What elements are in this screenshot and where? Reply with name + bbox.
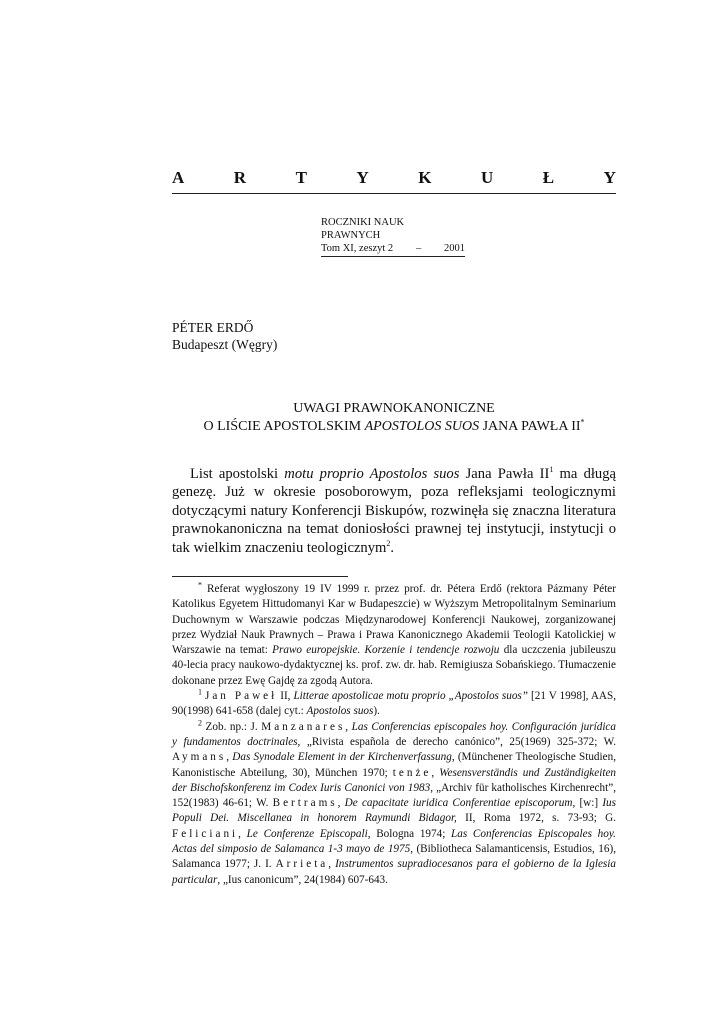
author-block — [172, 319, 277, 353]
journal-volume-line — [321, 242, 465, 257]
footnote-italic: Apostolos suos — [306, 705, 374, 718]
footnote-italic: Litterae apostolicae motu proprio „Apostolos suos” — [293, 690, 529, 703]
heading-letter: A — [172, 168, 185, 187]
footnote-mark: * — [198, 580, 202, 590]
footnote-1 — [172, 689, 616, 720]
footnote-italic: Wesensverständis und Zuständigkeiten der Bischofskonferenz im Codex Iuris Canonici von 1983 — [172, 766, 616, 794]
footnote-mark: 1 — [198, 687, 202, 697]
footnote-spaced-name: Aymans — [172, 751, 227, 764]
footnotes — [172, 582, 616, 888]
footnote-spaced-name: Arrieta — [275, 858, 329, 871]
footnote-text: , — [337, 797, 345, 810]
footnote-mark: 2 — [198, 717, 202, 727]
title-line-1: UWAGI PRAWNOKANONICZNE — [293, 401, 495, 416]
footnote-italic: Ius Populi Dei. Miscellanea in honorem Raymundi Bidagor, — [172, 797, 617, 825]
heading-letter: Y — [356, 168, 369, 187]
journal-dash: – — [415, 243, 422, 254]
footnote-text: ). — [373, 705, 380, 718]
body-text: . — [390, 539, 395, 556]
section-heading — [172, 168, 616, 188]
heading-letter: U — [481, 168, 494, 187]
footnote-text: , [w:] — [572, 797, 603, 810]
title-line-2 — [172, 418, 616, 436]
heading-letter: R — [233, 168, 247, 187]
footnote-text: , — [328, 858, 336, 871]
footnote-text: , Bologna 1974; — [367, 827, 452, 840]
footnote-text: , — [431, 766, 440, 779]
footnote-text: Referat wygłoszony 19 IV 1999 r. przez prof. dr. Pétera Erdő (rektora Pázmany Péter Katolikus Egyetem Hittudomanyi Kar w Budapeszcie) w Wyższym Metropolitalnym Seminarium Duchownym w Warszawie podczas Międzynarodowej Konferencji Naukowej, zorganizowanej przez Wydział Nauk Prawnych – Prawa i Prawa Kanonicznego Akademii Teologii Katolickiej w Warszawie na temat: — [172, 583, 616, 657]
footnote-spaced-name: Feliciani — [172, 827, 239, 840]
heading-letter: Ł — [542, 168, 555, 187]
footnote-text: [21 V 1998], AAS, 90(1998) 641-658 (dalej cyt.: — [172, 690, 616, 718]
journal-volume: Tom XI, zeszyt 2 — [321, 243, 394, 254]
footnote-italic: Las Conferencias Episcopales hoy. Actas del simposio de Salamanca 1-3 mayo de 1975 — [172, 827, 616, 856]
title-text: O LIŚCIE APOSTOLSKIM — [203, 419, 365, 434]
body-text: List apostolski — [190, 466, 285, 482]
footnote-spaced-name: tenże — [392, 766, 432, 779]
title-text: JANA PAWŁA II — [479, 419, 581, 434]
footnote-italic: Las Conferencias episcopales hoy. Configuración jurídica y fundamentos doctrinales — [172, 720, 616, 748]
body-text: ma długą genezę. Już w okresie posoborowym, poza refleksjami teologicznymi dotyczącymi natury Konferencji Biskupów, rozwinęła się znaczna literatura prawnokanoniczna na temat doniosłości prawnej tej instytucji, instytucji o tak wielkim znaczeniu teologicznym — [172, 466, 616, 556]
heading-letter: K — [418, 168, 432, 187]
footnote-text: II, — [277, 690, 294, 703]
journal-year: 2001 — [443, 243, 465, 254]
footnote-rule — [172, 576, 348, 577]
footnote-ref[interactable]: * — [580, 417, 585, 427]
footnote-spaced-name: Manzanares — [261, 720, 346, 733]
footnote-text: II, Roma 1972, s. 73-93; G. — [456, 812, 616, 825]
body-text: Jana Pawła II — [459, 466, 550, 482]
journal-info — [321, 216, 465, 257]
body-paragraph — [172, 465, 616, 557]
footnote-2 — [172, 717, 617, 888]
body-italic: motu proprio Apostolos suos — [284, 466, 460, 482]
heading-letter: T — [295, 168, 307, 187]
footnote-text: , — [226, 751, 233, 764]
author-location: Budapeszt (Węgry) — [172, 337, 278, 352]
article-title — [172, 400, 616, 436]
heading-letter: Y — [603, 168, 616, 187]
footnote-ref[interactable]: 2 — [386, 538, 391, 548]
footnote-italic: Prawo europejskie. Korzenie i tendencje rozwoju — [272, 644, 500, 657]
footnote-spaced-name: Bertrams — [272, 797, 338, 810]
footnote-italic: Das Synodale Element in der Kirchenverfassung — [232, 751, 452, 764]
footnote-ref[interactable]: 1 — [549, 465, 554, 475]
footnote-text: , — [345, 720, 352, 733]
footnote-star — [172, 582, 616, 689]
footnote-text: , (Münchener Theologische Studien, Kanonistische Abteilung, 30), München 1970; — [172, 751, 616, 779]
title-italic: APOSTOLOS SUOS — [364, 419, 480, 434]
footnote-text: , „Archiv für katholisches Kirchenrecht”, 152(1983) 46-61; W. — [172, 781, 616, 810]
footnote-italic: De capacitate iuridica Conferentiae episcoporum — [344, 797, 573, 810]
section-rule — [172, 193, 616, 194]
footnote-text: dla uczczenia jubileuszu 40-lecia pracy naukowo-dydaktycznej ks. prof. zw. dr. hab. Remigiusza Sobańskiego. Tłumaczenie dokonane przez Ewę Gajdę za zgodą Autora. — [172, 644, 617, 687]
footnote-text: , (Bibliotheca Salamanticensis, Estudios, 16), Salamanca 1977; J. I. — [172, 843, 616, 871]
footnote-text: , „Rivista española de derecho canónico”, 25(1969) 325-372; W. — [297, 735, 617, 748]
footnote-italic: Instrumentos supradiocesanos para el gobierno de la Iglesia particular — [172, 858, 616, 886]
footnote-text: , — [238, 827, 247, 840]
author-name: PÉTER ERDŐ — [172, 320, 254, 335]
footnote-spaced-name: Jan Paweł — [204, 690, 278, 703]
footnote-text: Zob. np.: J. — [205, 720, 262, 733]
footnote-italic: Le Conferenze Episcopali — [246, 827, 368, 840]
footnote-text: , „Ius canonicum”, 24(1984) 607-643. — [217, 873, 388, 886]
journal-name: ROCZNIKI NAUK PRAWNYCH — [321, 217, 405, 241]
